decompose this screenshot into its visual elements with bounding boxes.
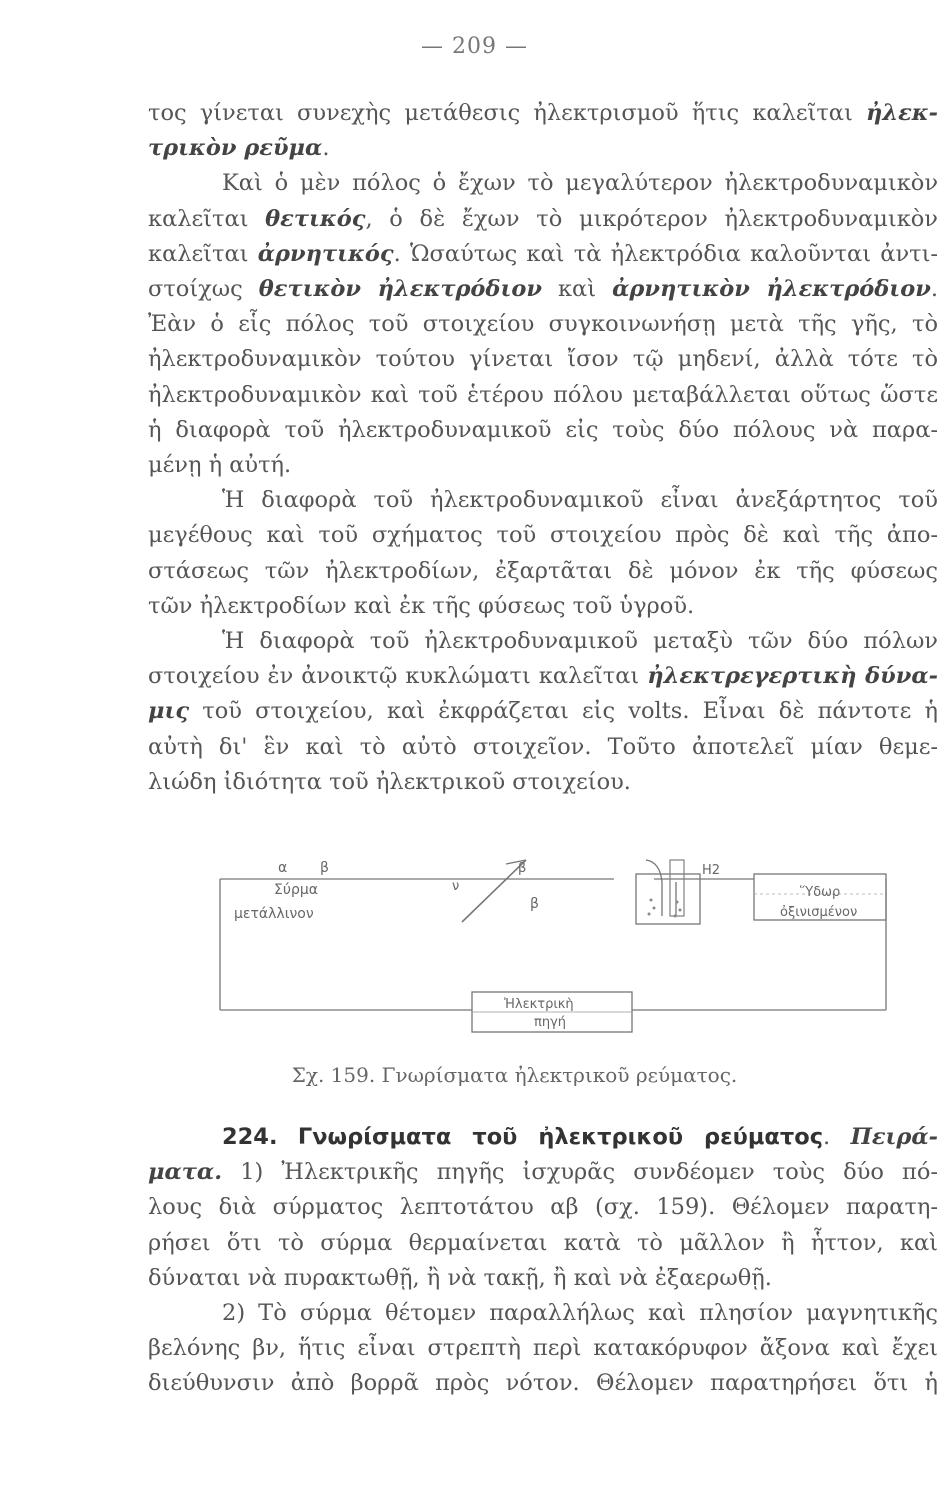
para1-line-2: τρικὸν ρεῦμα. <box>148 135 330 162</box>
wire-label-2: μετάλλινον <box>234 906 314 922</box>
body-text-bottom <box>148 1120 938 1402</box>
section-line-3: λους διὰ σύρματος λεπτοτάτου αβ (σχ. 159). Θέλομεν παρατη- <box>148 1194 938 1221</box>
section-line-2: ματα. 1) Ἠλεκτρικῆς πηγῆς ἰσχυρᾶς συνδέομεν τοὺς δύο πό- <box>148 1159 938 1186</box>
para2-line-8: ἡ διαφορὰ τοῦ ἠλεκτροδυναμικοῦ εἰς τοὺς δύο πόλους νὰ παρα- <box>148 416 938 443</box>
circuit-diagram <box>214 842 894 1067</box>
needle-label-beta: β <box>530 896 539 912</box>
para3-line-1: Ἡ διαφορὰ τοῦ ἠλεκτροδυναμικοῦ εἶναι ἀνεξάρτητος τοῦ <box>222 487 938 514</box>
para4-line-2: στοιχείου ἐν ἀνοικτῷ κυκλώματι καλεῖται ἠλεκτρεγερτικὴ δύνα- <box>148 663 939 690</box>
para2-line-4: στοίχως θετικὸν ἠλεκτρόδιον καὶ ἀρνητικὸν ἠλεκτρόδιον. <box>148 276 938 303</box>
gas-tube <box>670 860 684 916</box>
body-text-top <box>148 96 938 800</box>
section-number: 224. <box>222 1124 278 1150</box>
para2-line-6: ἠλεκτροδυναμικὸν τούτου γίνεται ἴσον τῷ μηδενί, ἀλλὰ τότε τὸ <box>148 346 938 373</box>
para2-line-7: ἠλεκτροδυναμικὸν καὶ τοῦ ἑτέρου πόλου μεταβάλλεται οὕτως ὥστε <box>148 381 938 408</box>
magnetic-needle <box>462 860 526 922</box>
para2-line-1: Καὶ ὁ μὲν πόλος ὁ ἔχων τὸ μεγαλύτερον ἠλεκτροδυναμικὸν <box>222 170 938 197</box>
wire-label-1: Σύρμα <box>274 882 318 898</box>
section-line-4: ρήσει ὅτι τὸ σύρμα θερμαίνεται κατὰ τὸ μᾶλλον ἢ ἧττον, καὶ <box>148 1229 938 1256</box>
para1-line-1: τος γίνεται συνεχὴς μετάθεσις ἠλεκτρισμοῦ ἥτις καλεῖται ἠλεκ- <box>148 100 938 126</box>
voltameter-vessel <box>636 874 700 924</box>
para3-line-2: μεγέθους καὶ τοῦ σχήματος τοῦ στοιχείου πρὸς δὲ καὶ τῆς ἀπο- <box>148 522 938 549</box>
section-line-8: διεύθυνσιν ἀπὸ βορρᾶ πρὸς νότον. Θέλομεν παρατηρήσει ὅτι ἡ <box>148 1370 938 1397</box>
section-heading-line: 224. Γνωρίσματα τοῦ ἠλεκτρικοῦ ρεύματος. Πειρά- <box>222 1124 939 1150</box>
section-line-5: δύναται νὰ πυρακτωθῇ, ἢ νὰ τακῇ, ἢ καὶ νὰ ἐξαερωθῇ. <box>148 1264 772 1291</box>
water-label-1: Ὕδωρ <box>800 885 841 900</box>
section-title: Γνωρίσματα τοῦ ἠλεκτρικοῦ ρεύματος <box>297 1124 824 1150</box>
para4-line-5: λιώδη ἰδιότητα τοῦ ἠλεκτρικοῦ στοιχείου. <box>148 768 631 795</box>
needle-label-top: β <box>518 861 527 876</box>
figure-caption: Σχ. 159. Γνωρίσματα ἠλεκτρικοῦ ρεύματος. <box>291 1063 738 1087</box>
section-line-6: 2) Τὸ σύρμα θέτομεν παραλλήλως καὶ πλησίον μαγνητικῆς <box>222 1300 938 1327</box>
para2-line-5: Ἐὰν ὁ εἷς πόλος τοῦ στοιχείου συγκοινωνήσῃ μετὰ τῆς γῆς, τὸ <box>148 311 938 338</box>
source-label-1: Ἠλεκτρικὴ <box>504 997 574 1012</box>
needle-label-nu: ν <box>452 879 460 894</box>
para4-line-1: Ἡ διαφορὰ τοῦ ἠλεκτροδυναμικοῦ μεταξὺ τῶν δύο πόλων <box>222 628 938 655</box>
para3-line-3: στάσεως τῶν ἠλεκτροδίων, ἐξαρτᾶται δὲ μόνον ἐκ τῆς φύσεως <box>148 557 938 584</box>
circuit-figure <box>214 842 894 1067</box>
water-label-2: ὀξινισμένον <box>780 905 858 920</box>
para4-line-3: μις τοῦ στοιχείου, καὶ ἐκφράζεται εἰς volts. Εἶναι δὲ πάντοτε ἡ <box>148 698 938 725</box>
source-label-2: πηγή <box>534 1015 566 1030</box>
label-beta: β <box>320 860 329 876</box>
para2-line-2: καλεῖται θετικός, ὁ δὲ ἔχων τὸ μικρότερον ἠλεκτροδυναμικὸν <box>148 205 938 232</box>
h2-label: H2 <box>702 863 721 878</box>
page-number: — 209 — <box>421 34 528 59</box>
section-line-7: βελόνης βν, ἥτις εἶναι στρεπτὴ περὶ κατακόρυφον ἄξονα καὶ ἔχει <box>148 1335 938 1362</box>
para4-line-4: αὐτὴ δι' ἓν καὶ τὸ αὐτὸ στοιχεῖον. Τοῦτο ἀποτελεῖ μίαν θεμε- <box>148 733 938 760</box>
para2-line-3: καλεῖται ἀρνητικός. Ὡσαύτως καὶ τὰ ἠλεκτρόδια καλοῦνται ἀντι- <box>148 240 938 267</box>
para2-line-9: μένῃ ἡ αὐτή. <box>148 452 292 479</box>
para3-line-4: τῶν ἠλεκτροδίων καὶ ἐκ τῆς φύσεως τοῦ ὑγροῦ. <box>148 592 695 619</box>
label-alpha: α <box>278 860 288 876</box>
